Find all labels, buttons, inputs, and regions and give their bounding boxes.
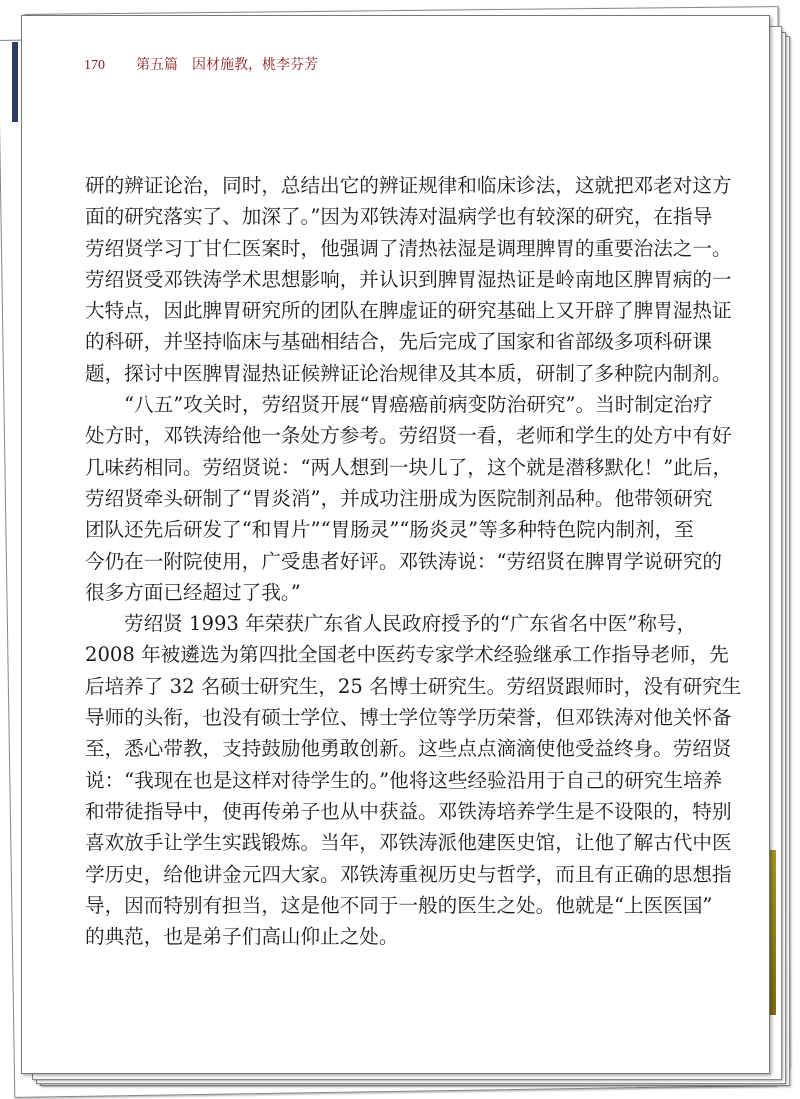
book-page: [21, 15, 770, 1074]
text-line: 学历史，给他讲金元四大家。邓铁涛重视历史与哲学，而且有正确的思想指: [85, 862, 732, 886]
text-line: 2008 年被遴选为第四批全国老中医药专家学术经验继承工作指导老师，先: [85, 643, 729, 667]
text-line: 至，悉心带教，支持鼓励他勇敢创新。这些点点滴滴使他受益终身。劳绍贤: [85, 737, 732, 761]
body-text: [85, 170, 742, 952]
running-header: [84, 54, 318, 74]
text-line: 很多方面已经超过了我。”: [85, 580, 301, 604]
text-line: 题，探讨中医脾胃湿热证候辨证论治规律及其本质，研制了多种院内制剂。: [85, 361, 732, 385]
text-line: 劳绍贤牵头研制了“胃炎消”，并成功注册成为医院制剂品种。他带领研究: [85, 486, 713, 510]
text-line: “八五”攻关时，劳绍贤开展“胃癌癌前病变防治研究”。当时制定治疗: [124, 393, 713, 417]
paragraph: [85, 608, 742, 952]
text-line: 喜欢放手让学生实践锻炼。当年，邓铁涛派他建医史馆，让他了解古代中医: [85, 831, 732, 855]
paragraph: [85, 170, 732, 389]
text-line: 说：“我现在也是这样对待学生的。”他将这些经验沿用于自己的研究生培养: [85, 768, 723, 792]
text-line: 研的辨证论治，同时，总结出它的辨证规律和临床诊法，这就把邓老对这方: [85, 174, 732, 197]
text-line: 大特点，因此脾胃研究所的团队在脾虚证的研究基础上又开辟了脾胃湿热证: [85, 299, 732, 323]
text-line: 几味药相同。劳绍贤说：“两人想到一块儿了，这个就是潜移默化！”此后，: [85, 455, 733, 479]
paragraph: [85, 389, 733, 608]
back-page-cover-edge: [12, 42, 18, 122]
text-line: 劳绍贤学习丁甘仁医案时，他强调了清热祛湿是调理脾胃的重要治法之一。: [85, 236, 732, 260]
text-line: 的科研，并坚持临床与基础相结合，先后完成了国家和省部级多项科研课: [85, 330, 712, 354]
text-line: 的典范，也是弟子们高山仰止之处。: [85, 925, 399, 949]
page-number: 170: [84, 58, 105, 73]
text-line: 团队还先后研发了“和胃片”“胃肠灵”“肠炎灵”等多种特色院内制剂，至: [85, 518, 694, 542]
text-line: 导，因而特别有担当，这是他不同于一般的医生之处。他就是“上医医国”: [85, 893, 713, 917]
running-title: 第五篇 因材施教，桃李芬芳: [136, 58, 318, 73]
text-line: 今仍在一附院使用，广受患者好评。邓铁涛说：“劳绍贤在脾胃学说研究的: [85, 549, 723, 573]
text-line: 面的研究落实了、加深了。”因为邓铁涛对温病学也有较深的研究，在指导: [85, 205, 713, 229]
text-line: 劳绍贤受邓铁涛学术思想影响，并认识到脾胃湿热证是岭南地区脾胃病的一: [85, 267, 732, 291]
text-line: 劳绍贤 1993 年荣获广东省人民政府授予的“广东省名中医”称号，: [124, 612, 697, 636]
text-line: 导师的头衔，也没有硕士学位、博士学位等学历荣誉，但邓铁涛对他关怀备: [85, 706, 732, 730]
text-line: 后培养了 32 名硕士研究生，25 名博士研究生。劳绍贤跟师时，没有研究生: [85, 674, 742, 698]
text-line: 处方时，邓铁涛给他一条处方参考。劳绍贤一看，老师和学生的处方中有好: [85, 424, 732, 448]
text-line: 和带徒指导中，使再传弟子也从中获益。邓铁涛培养学生是不设限的，特别: [85, 799, 732, 823]
back-page-cover-edge: [770, 850, 776, 1015]
